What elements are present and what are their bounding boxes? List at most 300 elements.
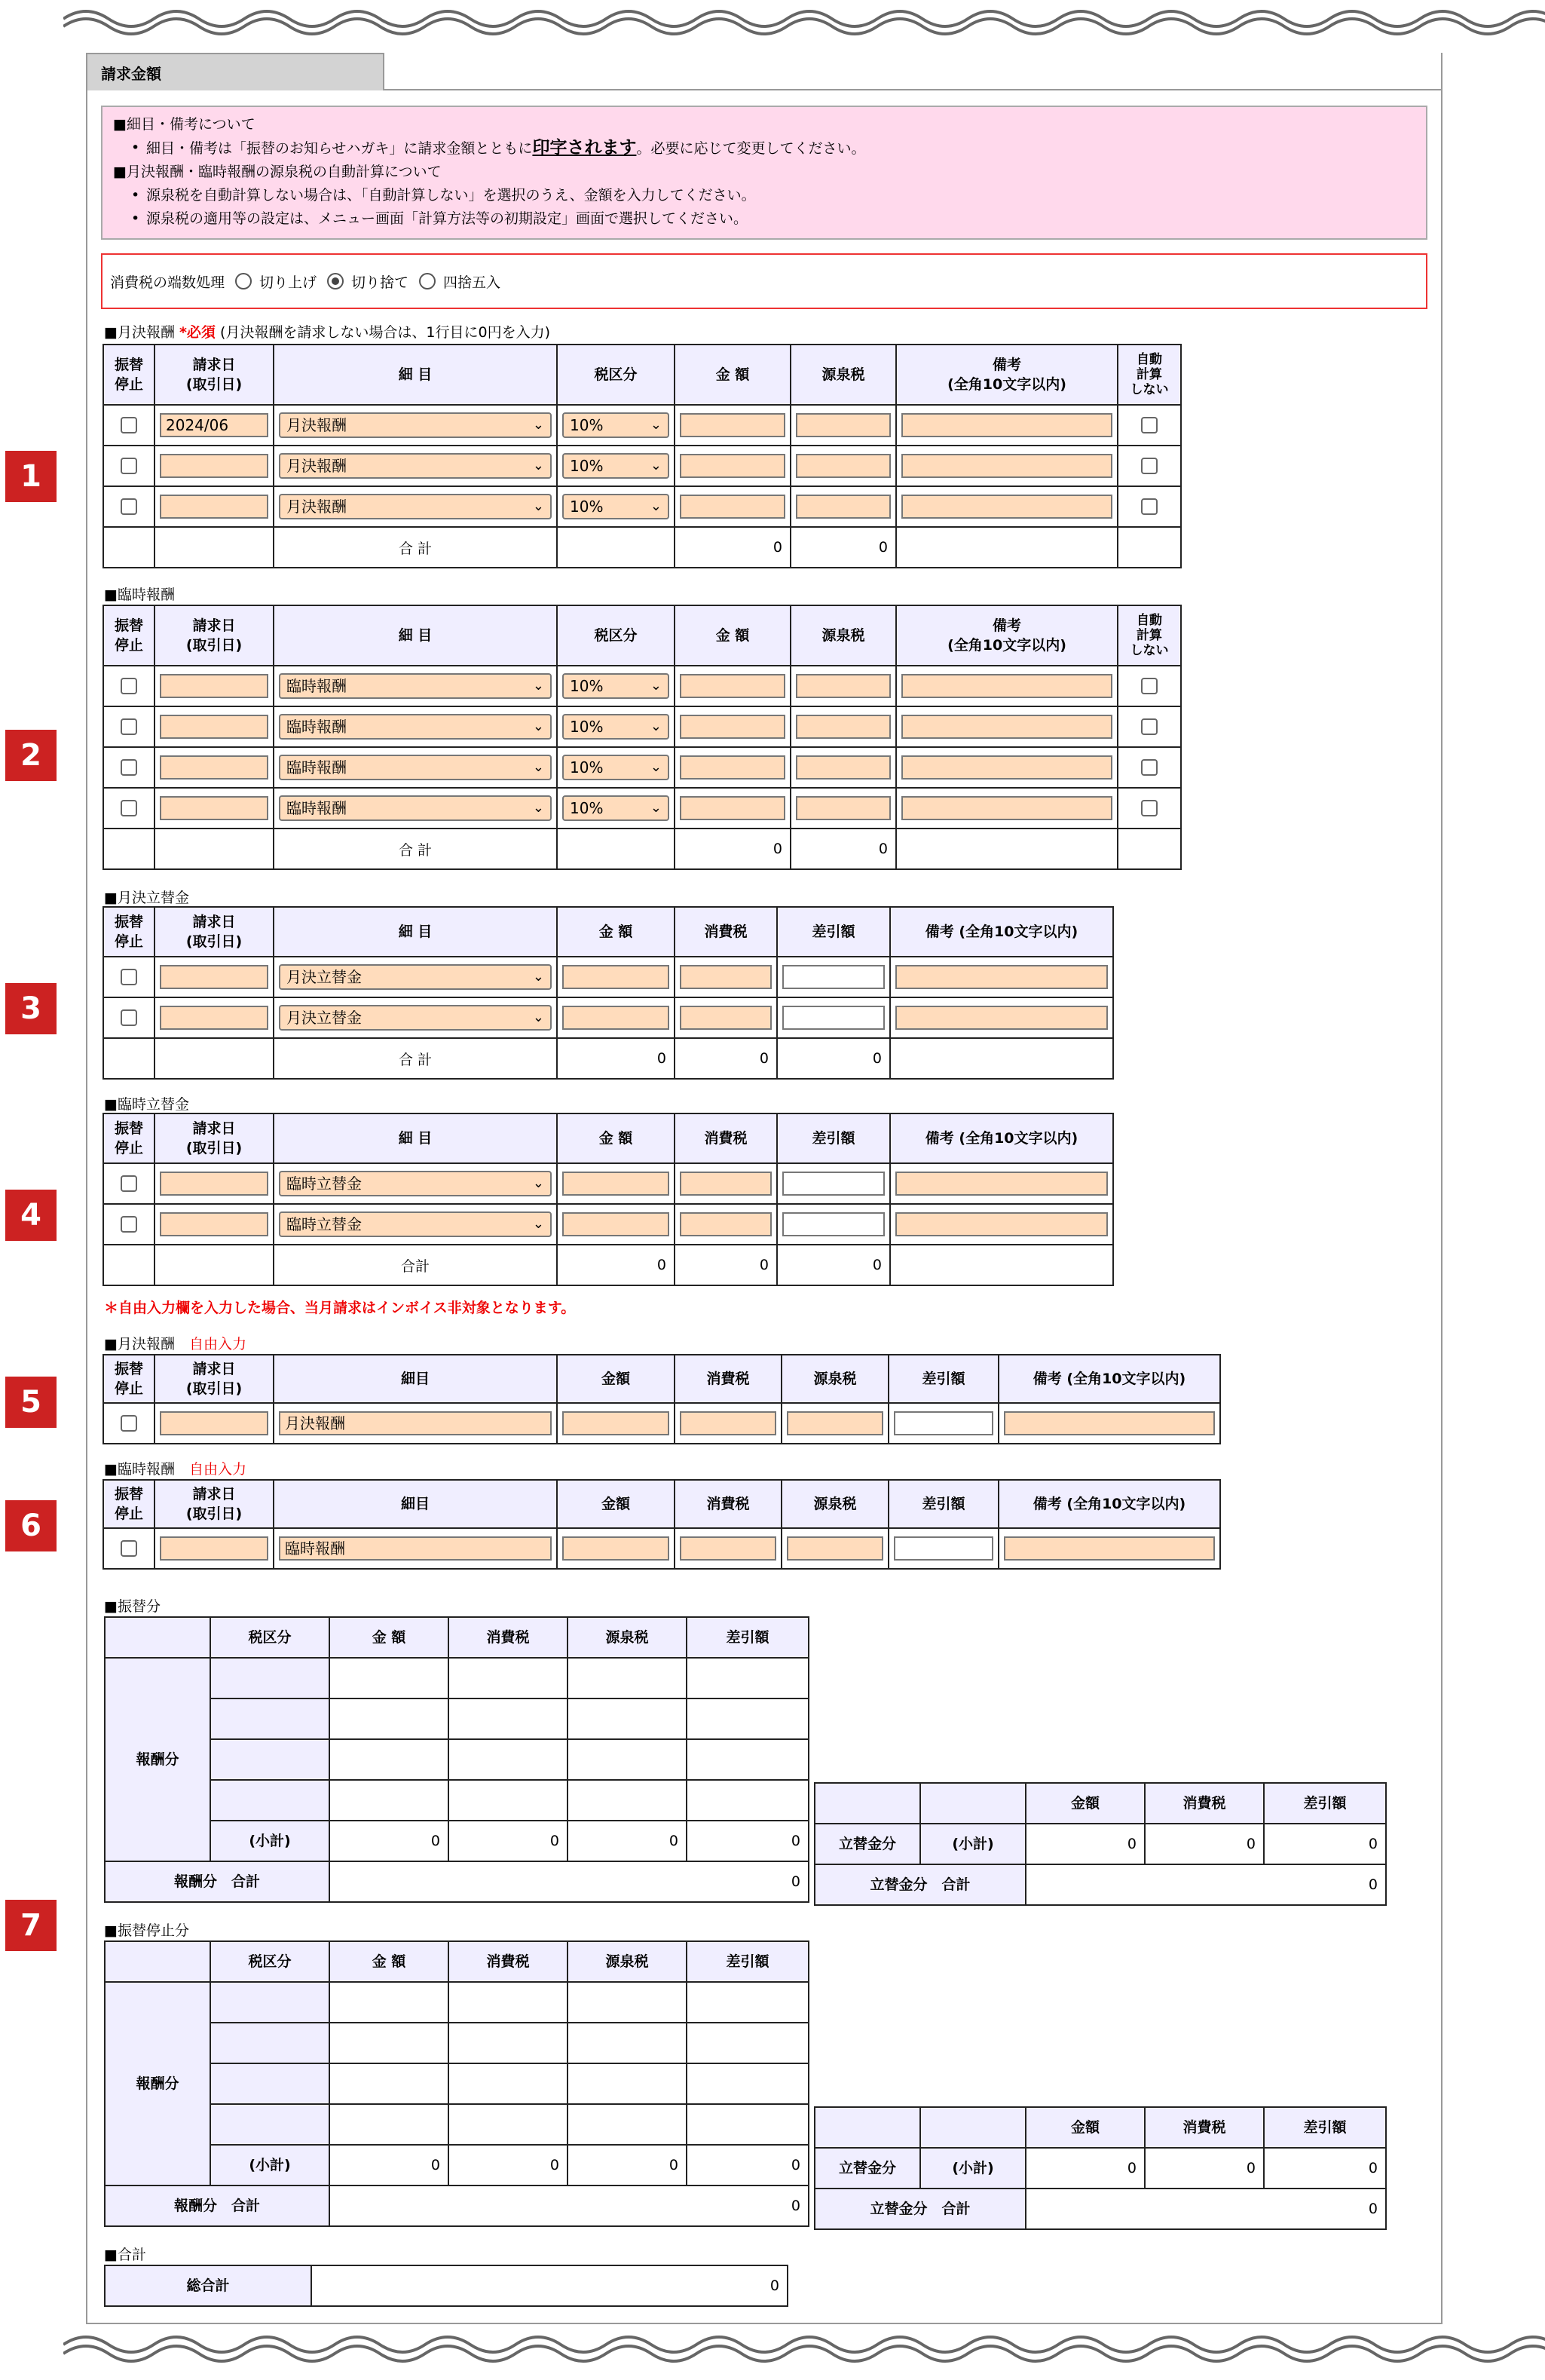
- table-cell: [675, 997, 777, 1038]
- table-header-cell: 報酬分: [105, 1982, 210, 2185]
- table-cell: [103, 446, 154, 486]
- info-line: • 源泉税を自動計算しない場合は、「自動計算しない」を選択のうえ、金額を入力してください。: [113, 184, 1415, 207]
- table-cell: [687, 2063, 809, 2104]
- table-cell: [210, 1658, 329, 1698]
- table-header-cell: 消費税: [1145, 2107, 1264, 2148]
- date-input[interactable]: [160, 715, 268, 739]
- info-line: ■月決報酬・臨時報酬の源泉税の自動計算について: [113, 164, 442, 180]
- table-cell: [103, 747, 154, 788]
- temporary-table: [102, 605, 1182, 870]
- table-header-cell: 備考 (全角10文字以内): [999, 1480, 1220, 1528]
- withholding-input[interactable]: [796, 755, 891, 780]
- auto-calc-checkbox[interactable]: [1141, 458, 1158, 474]
- date-input[interactable]: [160, 495, 268, 519]
- table-cell: [890, 1245, 1113, 1285]
- table-cell: [791, 706, 896, 747]
- amount-input[interactable]: [680, 413, 785, 437]
- table-row: [103, 1403, 1220, 1444]
- table-header-cell: 金 額: [557, 907, 675, 957]
- total-label: 合 計: [274, 527, 557, 568]
- table-row: [103, 486, 1181, 527]
- table-cell: [274, 1528, 557, 1569]
- tax-select[interactable]: 10% ⌄: [562, 453, 669, 479]
- table-header-cell: 消費税: [675, 1355, 782, 1403]
- table-cell: [329, 2104, 448, 2145]
- table-cell: [154, 1204, 274, 1245]
- table-cell: [890, 957, 1113, 997]
- memo-input[interactable]: [901, 454, 1112, 478]
- table-header-cell: 金 額: [557, 1113, 675, 1163]
- deduct-input[interactable]: [894, 1411, 993, 1435]
- stop-checkbox[interactable]: [121, 800, 137, 816]
- tax-input[interactable]: [680, 965, 772, 989]
- table-cell: [329, 2063, 448, 2104]
- amount-input[interactable]: [562, 1172, 669, 1196]
- amount-input[interactable]: [680, 454, 785, 478]
- tax-select[interactable]: 10% ⌄: [562, 714, 669, 740]
- total-row: [103, 1245, 1113, 1285]
- date-input[interactable]: [160, 1411, 268, 1435]
- chevron-down-icon: ⌄: [532, 498, 544, 514]
- tax-select[interactable]: 10% ⌄: [562, 755, 669, 780]
- remuneration-label: 報酬分: [105, 1658, 210, 1861]
- info-box: [101, 106, 1427, 240]
- table-cell: [1118, 527, 1181, 568]
- chevron-down-icon: ⌄: [532, 458, 544, 473]
- table-cell: [782, 1403, 889, 1444]
- item-select[interactable]: 月決立替金 ⌄: [279, 1005, 552, 1031]
- deduct-input[interactable]: [782, 1212, 885, 1236]
- section-title-monthly: ■月決報酬 *必須 (月決報酬を請求しない場合は、1行目に0円を入力): [104, 324, 550, 341]
- table-cell: [896, 829, 1118, 869]
- withholding-input[interactable]: [787, 1411, 883, 1435]
- withholding-input[interactable]: [796, 674, 891, 698]
- date-input[interactable]: [160, 454, 268, 478]
- radio-label: 四捨五入: [443, 274, 501, 291]
- table-header-cell: 源泉税: [568, 1617, 687, 1658]
- col-auto: 自動 計算 しない: [1118, 345, 1181, 405]
- date-input[interactable]: [160, 1006, 268, 1030]
- radio-round-down[interactable]: [327, 273, 344, 289]
- radio-round-up[interactable]: [235, 273, 252, 289]
- table-cell: [103, 405, 154, 446]
- item-select[interactable]: 臨時報酬 ⌄: [279, 714, 552, 740]
- table-cell: [896, 446, 1118, 486]
- table-cell: [448, 2063, 568, 2104]
- temp-advance-table: [102, 1113, 1114, 1286]
- table-header-cell: 立替金分 合計: [815, 2189, 1026, 2229]
- table-cell: [791, 486, 896, 527]
- table-cell: [448, 2023, 568, 2063]
- table-header-cell: 差引額: [777, 1113, 890, 1163]
- table-cell: 0: [1026, 2189, 1386, 2229]
- table-cell: [274, 957, 557, 997]
- tax-input[interactable]: [680, 1536, 776, 1561]
- table-cell: 0: [329, 1861, 809, 1902]
- table-cell: [557, 788, 675, 829]
- table-header-cell: 消費税: [675, 1480, 782, 1528]
- table-cell: [154, 747, 274, 788]
- table-header-cell: 差引額: [1264, 1783, 1386, 1824]
- table-header-cell: 自動 計算 しない: [1118, 605, 1181, 666]
- stop-checkbox[interactable]: [121, 417, 137, 433]
- deduct-input[interactable]: [782, 1006, 885, 1030]
- table-header-cell: 源泉税: [782, 1480, 889, 1528]
- table-cell: 0: [675, 1245, 777, 1285]
- table-cell: 0: [557, 1038, 675, 1079]
- memo-input[interactable]: [901, 755, 1112, 780]
- col-stop: 振替 停止: [103, 345, 154, 405]
- chevron-down-icon: ⌄: [532, 1216, 544, 1232]
- table-cell: [557, 486, 675, 527]
- table-cell: [103, 788, 154, 829]
- table-cell: [557, 957, 675, 997]
- table-cell: [557, 997, 675, 1038]
- table-row: [103, 747, 1181, 788]
- table-cell: [675, 747, 791, 788]
- table-header-cell: 請求日 (取引日): [154, 907, 274, 957]
- table-cell: [557, 829, 675, 869]
- withholding-input[interactable]: [796, 495, 891, 519]
- table-cell: [154, 706, 274, 747]
- item-select[interactable]: 月決立替金 ⌄: [279, 964, 552, 990]
- table-cell: [675, 1163, 777, 1204]
- date-input[interactable]: [160, 755, 268, 780]
- table-cell: [791, 446, 896, 486]
- total-row: [103, 1038, 1113, 1079]
- table-cell: [210, 2104, 329, 2145]
- amount-input[interactable]: [562, 1212, 669, 1236]
- table-cell: [103, 527, 154, 568]
- amount-input[interactable]: [680, 715, 785, 739]
- section-title-temp-advance: ■臨時立替金: [104, 1096, 189, 1113]
- stop-checkbox[interactable]: [121, 969, 137, 985]
- table-cell: [329, 1982, 448, 2023]
- table-cell: [675, 1528, 782, 1569]
- table-cell: [154, 486, 274, 527]
- radio-round-half[interactable]: [419, 273, 436, 289]
- section-badge-6: 6: [5, 1500, 57, 1551]
- table-header-cell: 消費税: [448, 1941, 568, 1982]
- stop-checkbox[interactable]: [121, 1009, 137, 1026]
- date-input[interactable]: [160, 1536, 268, 1561]
- table-cell: [568, 1982, 687, 2023]
- table-cell: [448, 1698, 568, 1739]
- stop-checkbox[interactable]: [121, 1415, 137, 1432]
- table-cell: 0: [329, 2185, 809, 2226]
- monthly-table: [102, 344, 1182, 568]
- table-cell: [568, 2023, 687, 2063]
- table-cell: 0: [568, 1821, 687, 1861]
- table-cell: [675, 1403, 782, 1444]
- table-cell: [329, 2023, 448, 2063]
- withholding-input[interactable]: [796, 796, 891, 820]
- section-title-monthly-advance: ■月決立替金: [104, 890, 189, 906]
- amount-input[interactable]: [680, 755, 785, 780]
- table-cell: [1118, 706, 1181, 747]
- col-withholding: 源泉税: [791, 345, 896, 405]
- table-cell: 合 計: [274, 1038, 557, 1079]
- table-cell: [675, 957, 777, 997]
- date-input[interactable]: [160, 674, 268, 698]
- table-header-cell: 消費税: [448, 1617, 568, 1658]
- item-select[interactable]: 臨時立替金 ⌄: [279, 1211, 552, 1237]
- memo-input[interactable]: [1004, 1411, 1215, 1435]
- amount-input[interactable]: [680, 495, 785, 519]
- table-cell: [154, 1403, 274, 1444]
- memo-input[interactable]: [901, 495, 1112, 519]
- table-cell: [448, 1780, 568, 1821]
- table-cell: [329, 1698, 448, 1739]
- table-row: [103, 446, 1181, 486]
- table-header-cell: 金 額: [329, 1617, 448, 1658]
- table-header-cell: 細 目: [274, 1113, 557, 1163]
- chevron-down-icon: ⌄: [532, 1009, 544, 1025]
- memo-input[interactable]: [901, 796, 1112, 820]
- tax-select[interactable]: 10% ⌄: [562, 412, 669, 438]
- amount-input[interactable]: [562, 1536, 669, 1561]
- table-cell: [103, 666, 154, 706]
- amount-input[interactable]: [562, 965, 669, 989]
- memo-input[interactable]: [901, 674, 1112, 698]
- table-cell: [274, 1204, 557, 1245]
- stop-checkbox[interactable]: [121, 759, 137, 776]
- table-cell: [896, 747, 1118, 788]
- table-cell: [896, 788, 1118, 829]
- table-header-cell: 差引額: [889, 1480, 999, 1528]
- table-cell: [675, 666, 791, 706]
- table-cell: 0: [329, 1821, 448, 1861]
- withholding-input[interactable]: [796, 715, 891, 739]
- stop-checkbox[interactable]: [121, 678, 137, 694]
- tax-input[interactable]: [680, 1411, 776, 1435]
- grand-total-value: 0: [311, 2265, 788, 2306]
- table-cell: 0: [791, 829, 896, 869]
- table-cell: [1118, 829, 1181, 869]
- tax-select[interactable]: 10% ⌄: [562, 494, 669, 519]
- table-cell: [210, 1739, 329, 1780]
- auto-calc-checkbox[interactable]: [1141, 759, 1158, 776]
- transfer-advance-table: [814, 1782, 1387, 1906]
- table-cell: [675, 446, 791, 486]
- table-cell: [274, 405, 557, 446]
- table-cell: [210, 1982, 329, 2023]
- table-cell: [103, 1403, 154, 1444]
- date-input[interactable]: [160, 796, 268, 820]
- memo-input[interactable]: [895, 1006, 1108, 1030]
- table-cell: [791, 747, 896, 788]
- table-cell: [896, 527, 1118, 568]
- section-title-free-monthly: ■月決報酬 自由入力: [104, 1336, 246, 1352]
- table-header-cell: 差引額: [1264, 2107, 1386, 2148]
- tax-select[interactable]: 10% ⌄: [562, 795, 669, 821]
- deduct-input[interactable]: [782, 1172, 885, 1196]
- table-cell: [675, 1204, 777, 1245]
- table-header-cell: 備考 (全角10文字以内): [999, 1355, 1220, 1403]
- date-input[interactable]: 2024/06: [160, 413, 268, 437]
- memo-input[interactable]: [895, 1172, 1108, 1196]
- table-header-cell: [815, 1783, 920, 1824]
- table-row: [103, 405, 1181, 446]
- auto-calc-checkbox[interactable]: [1141, 417, 1158, 433]
- amount-input[interactable]: [680, 674, 785, 698]
- table-cell: [687, 1739, 809, 1780]
- table-cell: 合 計: [274, 829, 557, 869]
- table-cell: [675, 405, 791, 446]
- table-cell: [329, 1780, 448, 1821]
- tax-input[interactable]: [680, 1006, 772, 1030]
- table-cell: [557, 1403, 675, 1444]
- chevron-down-icon: ⌄: [532, 800, 544, 816]
- item-select[interactable]: 月決報酬 ⌄: [279, 494, 552, 519]
- withholding-input[interactable]: [796, 454, 891, 478]
- table-cell: [896, 706, 1118, 747]
- stop-checkbox[interactable]: [121, 498, 137, 515]
- memo-input[interactable]: [1004, 1536, 1215, 1561]
- table-cell: [274, 747, 557, 788]
- withholding-input[interactable]: [796, 413, 891, 437]
- stop-checkbox[interactable]: [121, 1540, 137, 1557]
- table-cell: [687, 2104, 809, 2145]
- withholding-input[interactable]: [787, 1536, 883, 1561]
- memo-input[interactable]: [895, 965, 1108, 989]
- radio-label: 切り捨て: [351, 274, 409, 291]
- table-cell: [448, 1739, 568, 1780]
- table-cell: 0: [1026, 1864, 1386, 1905]
- table-cell: [154, 446, 274, 486]
- table-row: [103, 706, 1181, 747]
- total-row: [103, 829, 1181, 869]
- table-cell: [103, 1528, 154, 1569]
- table-cell: [154, 957, 274, 997]
- memo-input[interactable]: [895, 1212, 1108, 1236]
- table-cell: 0: [687, 2145, 809, 2185]
- table-cell: [448, 1982, 568, 2023]
- table-cell: [274, 486, 557, 527]
- item-select[interactable]: 臨時立替金 ⌄: [279, 1171, 552, 1196]
- stop-checkbox[interactable]: [121, 1216, 137, 1233]
- auto-calc-checkbox[interactable]: [1141, 498, 1158, 515]
- table-header-cell: 消費税: [1145, 1783, 1264, 1824]
- date-input[interactable]: [160, 1172, 268, 1196]
- free-monthly-table: [102, 1354, 1221, 1444]
- total-row: [103, 527, 1181, 568]
- table-cell: [568, 1780, 687, 1821]
- table-cell: [777, 957, 890, 997]
- invoice-note: ＊自由入力欄を入力した場合、当月請求はインボイス非対象となります。: [104, 1300, 576, 1316]
- table-header-cell: 備考 (全角10文字以内): [896, 605, 1118, 666]
- section-title-temporary: ■臨時報酬: [104, 587, 175, 603]
- table-cell: 0: [1264, 1824, 1386, 1864]
- table-cell: [999, 1528, 1220, 1569]
- grand-total-table: [104, 2265, 788, 2307]
- monthly-advance-table: [102, 906, 1114, 1080]
- table-cell: [274, 788, 557, 829]
- table-cell: [154, 1528, 274, 1569]
- section-badge-2: 2: [5, 730, 57, 781]
- table-cell: 0: [777, 1038, 890, 1079]
- table-header-cell: 差引額: [889, 1355, 999, 1403]
- table-cell: [675, 486, 791, 527]
- memo-input[interactable]: [901, 413, 1112, 437]
- table-cell: [1118, 666, 1181, 706]
- date-input[interactable]: [160, 1212, 268, 1236]
- table-cell: [782, 1528, 889, 1569]
- section-title-grand: ■合計: [104, 2247, 146, 2263]
- table-cell: 0: [1026, 2148, 1145, 2189]
- table-header-cell: 細目: [274, 1480, 557, 1528]
- item-input[interactable]: 臨時報酬: [279, 1536, 552, 1561]
- stop-checkbox[interactable]: [121, 458, 137, 474]
- memo-input[interactable]: [901, 715, 1112, 739]
- transfer-remuneration-table: [104, 1616, 809, 1903]
- chevron-down-icon: ⌄: [532, 759, 544, 775]
- item-select[interactable]: 臨時報酬 ⌄: [279, 795, 552, 821]
- table-header-cell: [815, 2107, 920, 2148]
- table-header-cell: 税区分: [210, 1941, 329, 1982]
- table-cell: [103, 1038, 154, 1079]
- table-row: [103, 666, 1181, 706]
- chevron-down-icon: ⌄: [650, 759, 662, 775]
- amount-input[interactable]: [562, 1411, 669, 1435]
- deduct-input[interactable]: [782, 965, 885, 989]
- table-header-cell: 細目: [274, 1355, 557, 1403]
- table-header-cell: 金額: [1026, 1783, 1145, 1824]
- stop-checkbox[interactable]: [121, 1175, 137, 1192]
- tax-select[interactable]: 10% ⌄: [562, 673, 669, 699]
- item-input[interactable]: 月決報酬: [279, 1411, 552, 1435]
- auto-calc-checkbox[interactable]: [1141, 678, 1158, 694]
- rounding-label: 消費税の端数処理: [110, 274, 225, 291]
- table-cell: 0: [568, 2145, 687, 2185]
- auto-calc-checkbox[interactable]: [1141, 800, 1158, 816]
- table-cell: [274, 666, 557, 706]
- tax-input[interactable]: [680, 1212, 772, 1236]
- table-cell: [557, 747, 675, 788]
- col-item: 細 目: [274, 345, 557, 405]
- grand-total-label: 総合計: [105, 2265, 311, 2306]
- table-cell: [154, 997, 274, 1038]
- table-header-cell: 金額: [1026, 2107, 1145, 2148]
- deduct-input[interactable]: [894, 1536, 993, 1561]
- table-cell: [557, 1163, 675, 1204]
- item-select[interactable]: 月決報酬 ⌄: [279, 453, 552, 479]
- table-cell: [1118, 486, 1181, 527]
- col-tax: 税区分: [557, 345, 675, 405]
- item-select[interactable]: 月決報酬 ⌄: [279, 412, 552, 438]
- table-row: [103, 1204, 1113, 1245]
- table-cell: [103, 957, 154, 997]
- auto-calc-checkbox[interactable]: [1141, 718, 1158, 735]
- item-select[interactable]: 臨時報酬 ⌄: [279, 755, 552, 780]
- date-input[interactable]: [160, 965, 268, 989]
- table-cell: 合計: [274, 1245, 557, 1285]
- stop-checkbox[interactable]: [121, 718, 137, 735]
- amount-input[interactable]: [562, 1006, 669, 1030]
- table-row: [103, 997, 1113, 1038]
- table-cell: [154, 1163, 274, 1204]
- table-cell: [154, 666, 274, 706]
- tax-input[interactable]: [680, 1172, 772, 1196]
- table-header-cell: 報酬分 合計: [105, 1861, 329, 1902]
- radio-label: 切り上げ: [259, 274, 317, 291]
- amount-input[interactable]: [680, 796, 785, 820]
- item-select[interactable]: 臨時報酬 ⌄: [279, 673, 552, 699]
- table-cell: [687, 1982, 809, 2023]
- table-cell: [791, 405, 896, 446]
- table-cell: [568, 1698, 687, 1739]
- table-header-cell: 税区分: [210, 1617, 329, 1658]
